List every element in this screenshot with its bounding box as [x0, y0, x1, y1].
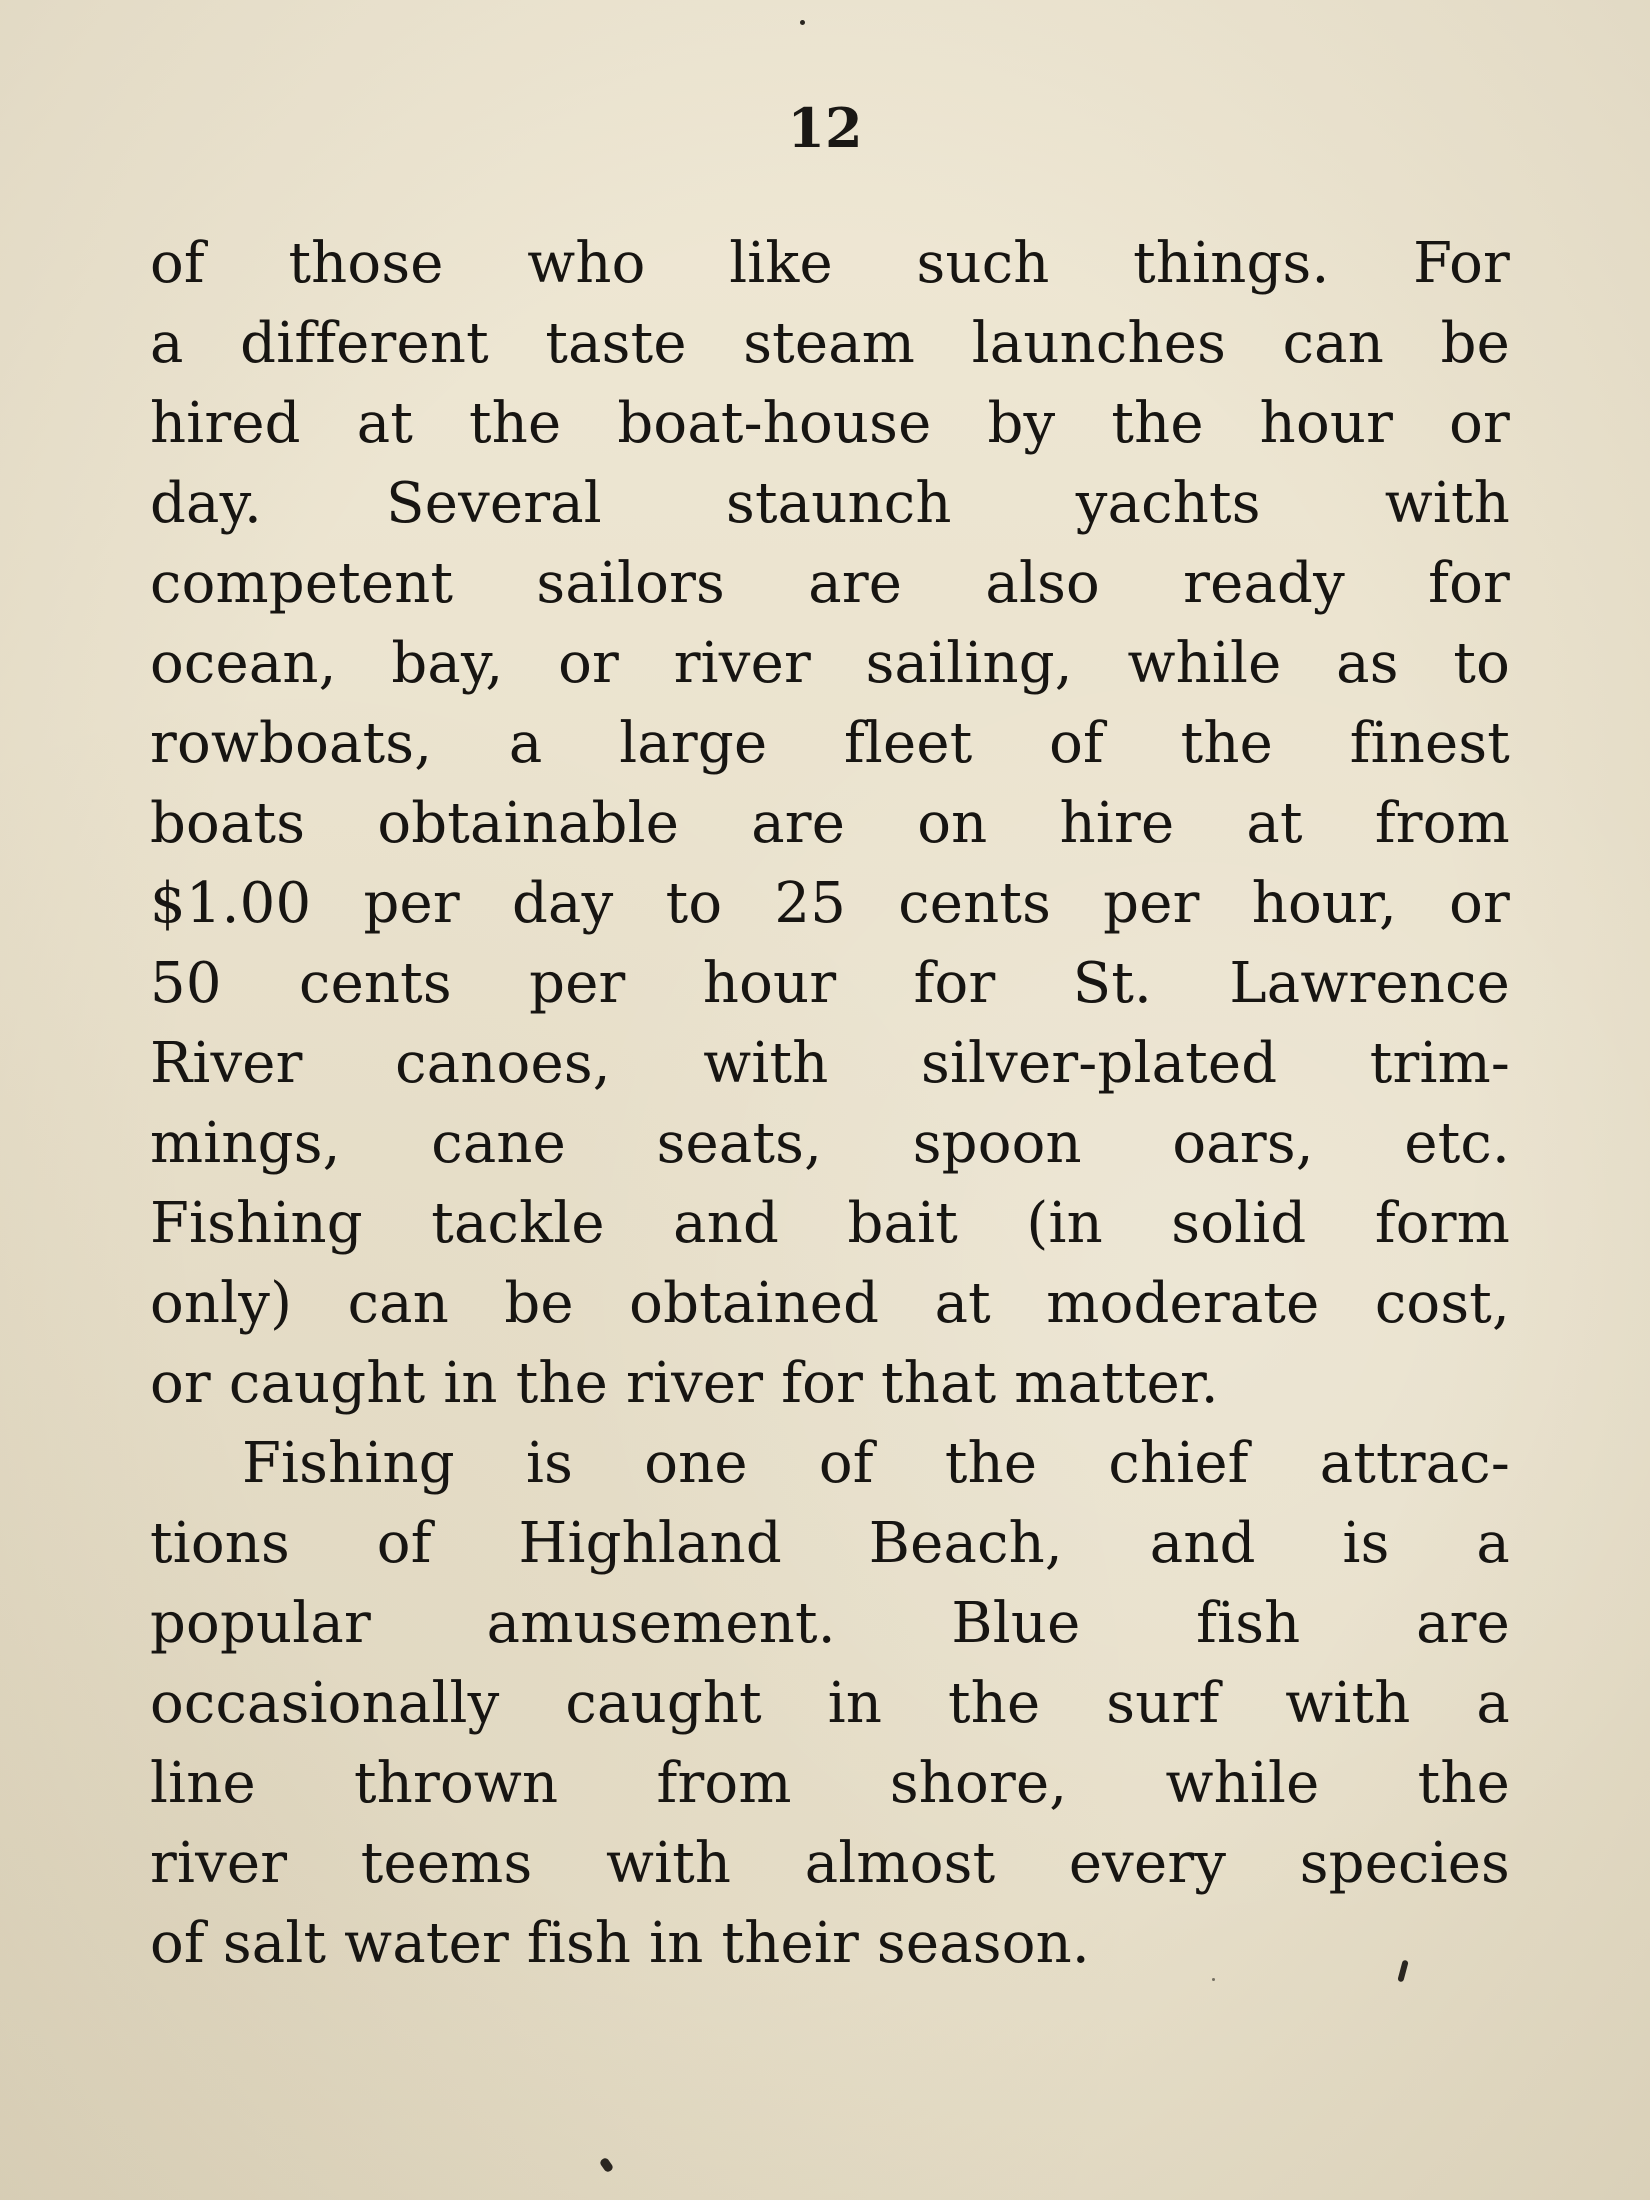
text-line: or caught in the river for that matter.: [150, 1351, 1219, 1416]
ink-speck: [1212, 1978, 1215, 1981]
text-line: ocean, bay, or river sailing, while as to: [150, 631, 1510, 696]
text-line: mings, cane seats, spoon oars, etc.: [150, 1111, 1510, 1176]
text-line: river teems with almost every species: [150, 1831, 1510, 1896]
body-text: [150, 224, 1510, 1984]
paragraph-boating: [150, 224, 1510, 1424]
text-line: rowboats, a large fleet of the finest: [150, 711, 1510, 776]
text-line: hired at the boat-house by the hour or: [150, 391, 1510, 456]
ink-speck: [599, 2157, 614, 2174]
page-number: 12: [787, 96, 863, 160]
text-line: day. Several staunch yachts with: [150, 471, 1510, 536]
text-line: a different taste steam launches can be: [150, 311, 1510, 376]
text-line: of salt water fish in their season.: [150, 1911, 1090, 1976]
text-line: 50 cents per hour for St. Lawrence: [150, 951, 1510, 1016]
text-line: $1.00 per day to 25 cents per hour, or: [150, 871, 1510, 936]
paragraph-fishing: [150, 1424, 1510, 1984]
text-line: competent sailors are also ready for: [150, 551, 1510, 616]
text-line: tions of Highland Beach, and is a: [150, 1511, 1510, 1576]
text-line: of those who like such things. For: [150, 231, 1510, 296]
text-line: boats obtainable are on hire at from: [150, 791, 1510, 856]
text-line: River canoes, with silver-plated trim-: [150, 1031, 1510, 1096]
text-line: only) can be obtained at moderate cost,: [150, 1271, 1510, 1336]
ink-speck: [800, 20, 805, 25]
text-line: Fishing is one of the chief attrac-: [242, 1431, 1510, 1496]
text-line: line thrown from shore, while the: [150, 1751, 1510, 1816]
text-line: Fishing tackle and bait (in solid form: [150, 1191, 1510, 1256]
text-line: occasionally caught in the surf with a: [150, 1671, 1510, 1736]
text-line: popular amusement. Blue fish are: [150, 1591, 1510, 1656]
